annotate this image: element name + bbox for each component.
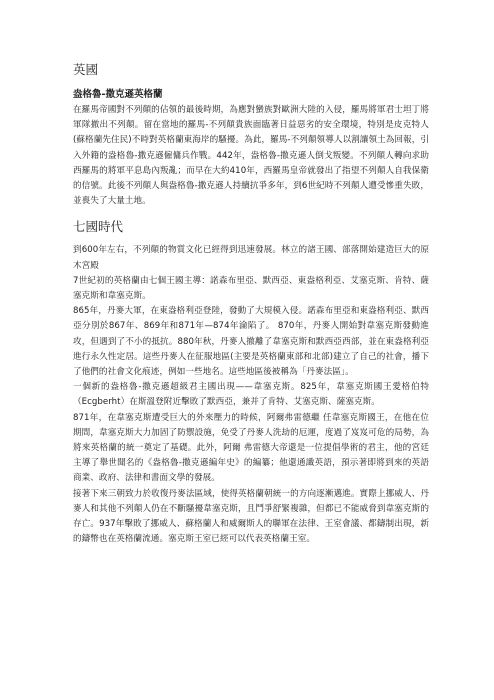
paragraph: 871年，在韋塞克斯遭受巨大的外來壓力的時候，阿爾弗雷德繼 任韋塞克斯國王，在他在位期間，韋塞克斯大力加固了防禦設施，免受了丹麥人洗劫的厄運，度過了岌岌可危的局勢，為將來英格蘭的統一奠定了基礎。此外，阿爾 弗雷德大帝還是一位提倡學術的君主，他的宮廷主導了舉世聞名的《盎格魯-撒克遜編年史》的編纂；他還通識英語，預示著即將到來的英語商業、政府、法律和書面文學的發展。 — [73, 412, 429, 484]
section-heading-england: 英國 — [73, 62, 99, 77]
paragraph: 在羅馬帝國對不列顛的佔領的最後時期，為應對蠻族對歐洲大陸的入侵，羅馬將軍君士坦丁將軍隊撤出不列顛。留在當地的羅馬-不列顛貴族面臨著日益惡劣的安全環境，特別是皮克特人(蘇格蘭先住民)不時對英格蘭東海岸的騷擾。為此，羅馬-不列顛領導人以割讓領土為回報，引入外籍的盎格魯-撒克遜僱傭兵作戰。442年，盎格魯-撒克遜人倒戈叛變。不列顛人轉向求助西羅馬的將軍平息島內叛亂；而早在大約410年，西羅馬皇帝就發出了指望不列顛人自我保衛的信號。此後不列顛人與盎格魯-撒克遜人持續抗爭多年，到6世紀時不列顛人遭受慘重失敗，並喪失了大量土地。 — [73, 105, 429, 207]
paragraph: 865年，丹麥大軍，在東盎格利亞登陸，發動了大規模入侵。諾森布里亞和東盎格利亞、默西亞分別於867年、869年和871年—874年淪陷了。 870年，丹麥人開始對韋塞克斯發動進攻，但遇到了不小的抵抗。880年秋，丹麥人撤離了韋塞克斯和默西亞西部，並在東盎格利亞進行永久性定居。這些丹麥人在征服地區(主要是英格蘭東部和北部)建立了自己的社會，播下了他們的社會文化痕迹，例如一些地名。這些地區後被稱為「丹麥法區」。 — [73, 306, 429, 378]
paragraph: 7世紀初的英格蘭由七個王國主導：諾森布里亞、默西亞、東盎格利亞、艾塞克斯、肯特、薩塞克斯和韋塞克斯。 — [73, 275, 429, 302]
subheading-anglo-saxon-england: 盎格魯-撒克遜英格蘭 — [73, 89, 163, 100]
paragraph: 一個新的盎格魯-撒克遜超級君主國出現——韋塞克斯。825年，韋塞克斯國王愛格伯特（Ecgberht）在斯溫登附近擊敗了默西亞，兼并了肯特、艾塞克斯、薩塞克斯。 — [73, 382, 429, 408]
document-page — [73, 62, 429, 547]
section-heading-heptarchy: 七國時代 — [73, 219, 124, 235]
paragraph: 接著下來三朝致力於收復丹麥法區域，使得英格蘭朝統一的方向逐漸邁進。實際上挪威人、丹麥人和其他不列顛人仍在不斷騷擾韋塞克斯，且鬥爭舒緊複雜，但都已不能威脅到韋塞克斯的存亡。937年擊敗了挪威人、蘇格蘭人和威爾斯人的聯軍在法律、王室會議、都鑄制出現，新的鑄幣也在英格蘭流通。塞克斯王室已經可以代表英格蘭王室。 — [73, 488, 429, 545]
paragraph: 到600年左右，不列顛的物質文化已經得到迅速發展。林立的諸王國、部落開始建造巨大的原木宮殿 — [73, 245, 429, 271]
